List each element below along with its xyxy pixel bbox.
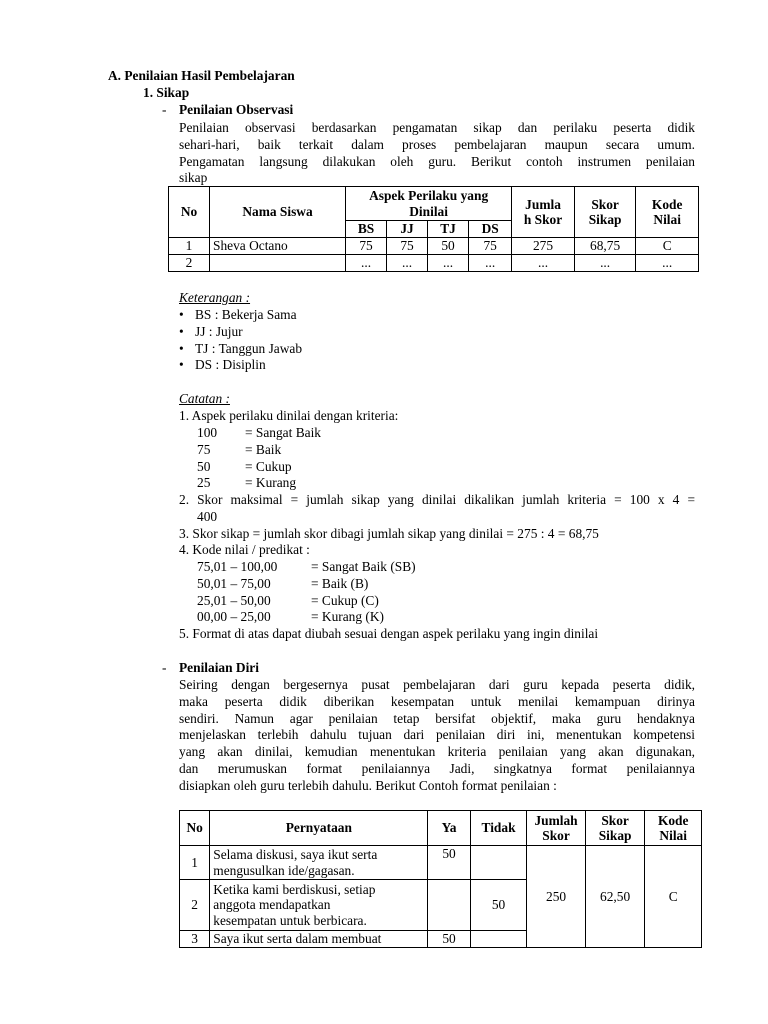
th-ya: Ya [428, 811, 470, 846]
cell-bs: 75 [346, 238, 387, 255]
paragraph-line: Seiring dengan bergesernya pusat pembelajaran dari guru kepada peserta didik, [179, 677, 695, 692]
kriteria-value: 75 [197, 442, 211, 457]
keterangan-list [179, 307, 302, 374]
kriteria-desc: = Sangat Baik [245, 425, 321, 440]
kriteria-value: 25 [197, 475, 211, 490]
cell-tidak [470, 931, 527, 948]
paragraph-line: Pengamatan langsung dilakukan oleh guru. Berikut contoh instrumen penilaian [179, 153, 695, 169]
cell-tj: ... [428, 255, 469, 272]
th-ds: DS [469, 221, 512, 238]
predikat-desc: = Cukup (C) [311, 593, 379, 608]
kriteria-desc: = Cukup [245, 459, 292, 474]
cell-pernyataan: Saya ikut serta dalam membuat [210, 931, 428, 948]
paragraph-line: disiapkan oleh guru terlebih dahulu. Berikut Contoh format penilaian : [179, 777, 557, 793]
kriteria-value: 50 [197, 459, 211, 474]
paragraph-line: menjelaskan terlebih dahulu tujuan dari penilaian diri ini, menentukan kompetensi [179, 727, 695, 743]
cell-tidak: 50 [470, 880, 527, 931]
paragraph-line: sikap [179, 170, 208, 186]
predikat-range: 75,01 – 100,00 [197, 559, 278, 574]
th-skor-sikap: Skor Sikap [574, 187, 636, 238]
cell-pernyataan: Selama diskusi, saya ikut serta mengusulkan ide/gagasan. [210, 846, 428, 880]
kriteria-desc: = Baik [245, 442, 282, 457]
diri-paragraph [179, 677, 695, 795]
catatan-item-2-cont: 400 [197, 509, 218, 524]
cell-ya: 50 [428, 846, 470, 880]
cell-ds: 75 [469, 238, 512, 255]
predikat-desc: = Baik (B) [311, 576, 369, 591]
th-no: No [180, 811, 210, 846]
diri-table [179, 810, 702, 948]
cell-no: 2 [180, 880, 210, 931]
th-aspek: Aspek Perilaku yang Dinilai [346, 187, 512, 221]
cell-bs: ... [346, 255, 387, 272]
cell-nama [210, 255, 346, 272]
keterangan-title: Keterangan : [179, 290, 251, 305]
cell-skor: 62,50 [585, 846, 645, 948]
cell-jj: ... [387, 255, 428, 272]
cell-ds: ... [469, 255, 512, 272]
catatan-item-5: 5. Format di atas dapat diubah sesuai dengan aspek perilaku yang ingin dinilai [179, 626, 599, 641]
predikat-range: 50,01 – 75,00 [197, 576, 271, 591]
th-nama-siswa: Nama Siswa [210, 187, 346, 238]
predikat-range: 00,00 – 25,00 [197, 609, 271, 624]
paragraph-line: sehari-hari, baik terkait dalam proses pembelajaran maupun secara umum. [179, 136, 695, 152]
cell-kode: ... [636, 255, 699, 272]
cell-no: 1 [180, 846, 210, 880]
paragraph-line: dan merumuskan format penilaiannya Jadi, singkatnya format penilaiannya [179, 760, 695, 776]
list-dash: - [162, 102, 167, 117]
predikat-range: 25,01 – 50,00 [197, 593, 271, 608]
cell-tidak [470, 846, 527, 880]
th-jj: JJ [387, 221, 428, 238]
cell-no: 2 [169, 255, 210, 272]
th-kode-nilai: Kode Nilai [636, 187, 699, 238]
cell-jumlah: 250 [527, 846, 586, 948]
observasi-table [168, 186, 699, 272]
cell-no: 1 [169, 238, 210, 255]
list-item: • JJ : Jujur [179, 324, 302, 341]
cell-ya [428, 880, 470, 931]
cell-skor: ... [574, 255, 636, 272]
th-kode-nilai: Kode Nilai [645, 811, 702, 846]
cell-kode: C [645, 846, 702, 948]
paragraph-line: sendiri. Namun agar penilaian tetap bersifat objektif, maka guru hendaknya [179, 710, 695, 726]
observasi-paragraph [179, 120, 695, 187]
th-skor-sikap: Skor Sikap [585, 811, 645, 846]
cell-kode: C [636, 238, 699, 255]
section-heading-sikap: 1. Sikap [143, 85, 190, 100]
diri-title: Penilaian Diri [179, 660, 259, 675]
list-dash: - [162, 660, 167, 675]
catatan-item-2: 2. Skor maksimal = jumlah sikap yang dinilai dikalikan jumlah kriteria = 100 x 4 = [179, 492, 695, 507]
cell-tj: 50 [428, 238, 469, 255]
list-item: • BS : Bekerja Sama [179, 307, 302, 324]
cell-pernyataan: Ketika kami berdiskusi, setiap anggota mendapatkan kesempatan untuk berbicara. [210, 880, 428, 931]
th-no: No [169, 187, 210, 238]
th-tidak: Tidak [470, 811, 527, 846]
list-item: • DS : Disiplin [179, 357, 302, 374]
cell-ya: 50 [428, 931, 470, 948]
cell-skor: 68,75 [574, 238, 636, 255]
predikat-desc: = Kurang (K) [311, 609, 384, 624]
kriteria-value: 100 [197, 425, 218, 440]
paragraph-line: yang akan dinilai, kemudian menentukan kriteria penilaian yang akan digunakan, [179, 744, 695, 760]
cell-nama: Sheva Octano [210, 238, 346, 255]
section-heading-a: A. Penilaian Hasil Pembelajaran [108, 68, 295, 83]
catatan-item-3: 3. Skor sikap = jumlah skor dibagi jumlah sikap yang dinilai = 275 : 4 = 68,75 [179, 526, 599, 541]
catatan-title: Catatan : [179, 391, 230, 406]
table-row [180, 846, 702, 880]
paragraph-line: Penilaian observasi berdasarkan pengamatan sikap dan perilaku peserta didik [179, 120, 695, 135]
table-row [169, 255, 699, 272]
th-jumlah-skor: Jumlah Skor [527, 811, 586, 846]
catatan-item-4: 4. Kode nilai / predikat : [179, 542, 310, 557]
table-row [169, 238, 699, 255]
observasi-title: Penilaian Observasi [179, 102, 294, 117]
th-bs: BS [346, 221, 387, 238]
cell-no: 3 [180, 931, 210, 948]
cell-jumlah: 275 [512, 238, 575, 255]
th-jumlah-skor: Jumla h Skor [512, 187, 575, 238]
kriteria-desc: = Kurang [245, 475, 297, 490]
paragraph-line: maka peserta didik diberikan kesempatan untuk menilai kemampuan dirinya [179, 693, 695, 709]
catatan-item-1: 1. Aspek perilaku dinilai dengan kriteria: [179, 408, 399, 423]
list-item: • TJ : Tanggun Jawab [179, 341, 302, 358]
cell-jj: 75 [387, 238, 428, 255]
predikat-desc: = Sangat Baik (SB) [311, 559, 416, 574]
th-pernyataan: Pernyataan [210, 811, 428, 846]
th-tj: TJ [428, 221, 469, 238]
cell-jumlah: ... [512, 255, 575, 272]
